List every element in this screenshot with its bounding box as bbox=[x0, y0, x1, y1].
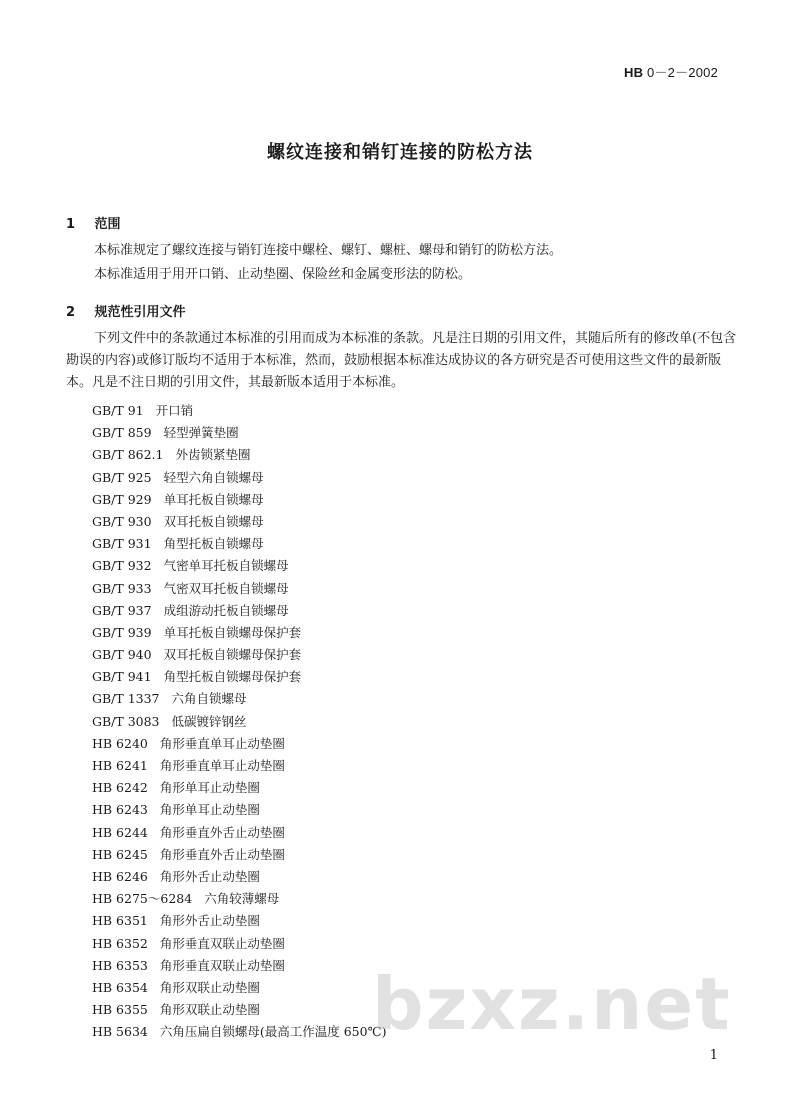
reference-title: 轻型六角自锁螺母 bbox=[163, 469, 264, 485]
reference-item bbox=[92, 777, 386, 799]
reference-code: GB/T 859 bbox=[92, 425, 152, 441]
reference-title: 轻型弹簧垫圈 bbox=[163, 425, 239, 441]
reference-title: 双耳托板自锁螺母 bbox=[163, 513, 264, 529]
reference-code: HB 5634 bbox=[92, 1024, 148, 1040]
reference-item bbox=[92, 844, 386, 866]
reference-item bbox=[92, 733, 386, 755]
reference-title: 角形垂直单耳止动垫圈 bbox=[159, 758, 285, 773]
section-number: 1 bbox=[66, 217, 76, 232]
reference-code: HB 6241 bbox=[92, 758, 148, 773]
scope-paragraph-2: 本标准适用于用开口销、止动垫圈、保险丝和金属变形法的防松。 bbox=[94, 267, 472, 282]
reference-code: GB/T 925 bbox=[92, 469, 152, 485]
reference-list bbox=[92, 400, 386, 1043]
section-heading-scope bbox=[66, 213, 121, 232]
reference-title: 角型托板自锁螺母保护套 bbox=[163, 669, 302, 685]
references-intro-paragraph: 下列文件中的条款通过本标准的引用而成为本标准的条款。凡是注日期的引用文件，其随后所有的修改单(不包含勘误的内容)或修订版均不适用于本标准，然而，鼓励根据本标准达成协议的各方研究是否可使用这些文件的最新版本。凡是不注日期的引用文件，其最新版本适用于本标准。 bbox=[66, 331, 737, 390]
reference-code: HB 6355 bbox=[92, 1002, 148, 1018]
reference-item bbox=[92, 755, 386, 777]
reference-title: 六角较薄螺母 bbox=[204, 891, 280, 907]
reference-title: 角形外舌止动垫圈 bbox=[159, 913, 260, 929]
reference-code: HB 6246 bbox=[92, 868, 148, 884]
reference-item bbox=[92, 999, 386, 1021]
reference-title: 角形外舌止动垫圈 bbox=[159, 868, 260, 884]
reference-title: 角形垂直单耳止动垫圈 bbox=[159, 735, 285, 751]
reference-item bbox=[92, 644, 386, 666]
reference-code: GB/T 932 bbox=[92, 558, 152, 574]
reference-code: GB/T 931 bbox=[92, 536, 152, 552]
reference-item bbox=[92, 955, 386, 977]
reference-title: 开口销 bbox=[155, 403, 194, 418]
reference-code: GB/T 862.1 bbox=[92, 447, 164, 463]
reference-item bbox=[92, 622, 386, 644]
section-title: 规范性引用文件 bbox=[94, 305, 186, 320]
reference-code: HB 6244 bbox=[92, 824, 148, 840]
scope-paragraph-1: 本标准规定了螺纹连接与销钉连接中螺栓、螺钉、螺桩、螺母和销钉的防松方法。 bbox=[94, 243, 563, 258]
reference-code: GB/T 1337 bbox=[92, 691, 160, 707]
reference-item bbox=[92, 910, 386, 932]
reference-item bbox=[92, 578, 386, 600]
reference-code: GB/T 939 bbox=[92, 624, 152, 640]
reference-title: 气密单耳托板自锁螺母 bbox=[163, 558, 289, 574]
watermark: bzxz.net bbox=[372, 962, 732, 1046]
reference-title: 角形双联止动垫圈 bbox=[159, 1002, 260, 1018]
reference-title: 角形单耳止动垫圈 bbox=[159, 802, 260, 818]
reference-code: GB/T 3083 bbox=[92, 713, 160, 729]
reference-title: 低碳镀锌钢丝 bbox=[171, 713, 247, 729]
reference-item bbox=[92, 688, 386, 710]
reference-title: 单耳托板自锁螺母保护套 bbox=[163, 624, 302, 640]
reference-item bbox=[92, 977, 386, 999]
reference-item bbox=[92, 711, 386, 733]
reference-title: 外齿锁紧垫圈 bbox=[175, 447, 251, 463]
reference-code: HB 6243 bbox=[92, 802, 148, 818]
reference-code: HB 6275～6284 bbox=[92, 891, 193, 907]
reference-code: GB/T 937 bbox=[92, 602, 152, 618]
reference-title: 成组游动托板自锁螺母 bbox=[163, 602, 289, 618]
reference-title: 单耳托板自锁螺母 bbox=[163, 491, 264, 507]
reference-item bbox=[92, 422, 386, 444]
reference-item bbox=[92, 933, 386, 955]
reference-item bbox=[92, 822, 386, 844]
reference-code: HB 6354 bbox=[92, 979, 148, 995]
reference-item bbox=[92, 866, 386, 888]
reference-title: 角形双联止动垫圈 bbox=[159, 979, 260, 995]
reference-code: HB 6245 bbox=[92, 846, 148, 862]
standard-number: 0－2－2002 bbox=[647, 65, 718, 80]
section-title: 范围 bbox=[94, 217, 121, 232]
section-number: 2 bbox=[66, 305, 76, 320]
reference-title: 角形单耳止动垫圈 bbox=[159, 780, 260, 796]
reference-item bbox=[92, 511, 386, 533]
reference-title: 角形垂直外舌止动垫圈 bbox=[159, 824, 285, 840]
reference-code: GB/T 940 bbox=[92, 647, 152, 663]
reference-code: HB 6351 bbox=[92, 913, 148, 929]
reference-item bbox=[92, 1021, 386, 1043]
reference-title: 角形垂直外舌止动垫圈 bbox=[159, 846, 285, 862]
reference-code: HB 6352 bbox=[92, 935, 148, 951]
reference-title: 六角压扁自锁螺母(最高工作温度 650℃) bbox=[159, 1024, 387, 1040]
reference-code: HB 6240 bbox=[92, 735, 148, 751]
reference-title: 双耳托板自锁螺母保护套 bbox=[163, 647, 302, 663]
reference-title: 角型托板自锁螺母 bbox=[163, 536, 264, 552]
reference-code: GB/T 91 bbox=[92, 403, 144, 418]
reference-item bbox=[92, 555, 386, 577]
section-heading-normative-references bbox=[66, 301, 186, 320]
reference-item bbox=[92, 400, 386, 422]
reference-item bbox=[92, 666, 386, 688]
reference-code: GB/T 929 bbox=[92, 491, 152, 507]
standard-prefix: HB bbox=[624, 65, 644, 80]
reference-code: GB/T 941 bbox=[92, 669, 152, 685]
reference-item bbox=[92, 533, 386, 555]
reference-item bbox=[92, 489, 386, 511]
reference-code: HB 6353 bbox=[92, 957, 148, 973]
reference-title: 六角自锁螺母 bbox=[171, 691, 247, 707]
reference-item bbox=[92, 799, 386, 821]
reference-title: 角形垂直双联止动垫圈 bbox=[159, 957, 285, 973]
reference-item bbox=[92, 444, 386, 466]
reference-title: 气密双耳托板自锁螺母 bbox=[163, 580, 289, 596]
reference-item bbox=[92, 888, 386, 910]
reference-item bbox=[92, 467, 386, 489]
page-number: 1 bbox=[709, 1048, 718, 1063]
reference-code: GB/T 933 bbox=[92, 580, 152, 596]
document-title: 螺纹连接和销钉连接的防松方法 bbox=[267, 142, 533, 163]
reference-item bbox=[92, 600, 386, 622]
reference-code: GB/T 930 bbox=[92, 513, 152, 529]
reference-title: 角形垂直双联止动垫圈 bbox=[159, 935, 285, 951]
standard-code bbox=[624, 62, 718, 81]
reference-code: HB 6242 bbox=[92, 780, 148, 796]
